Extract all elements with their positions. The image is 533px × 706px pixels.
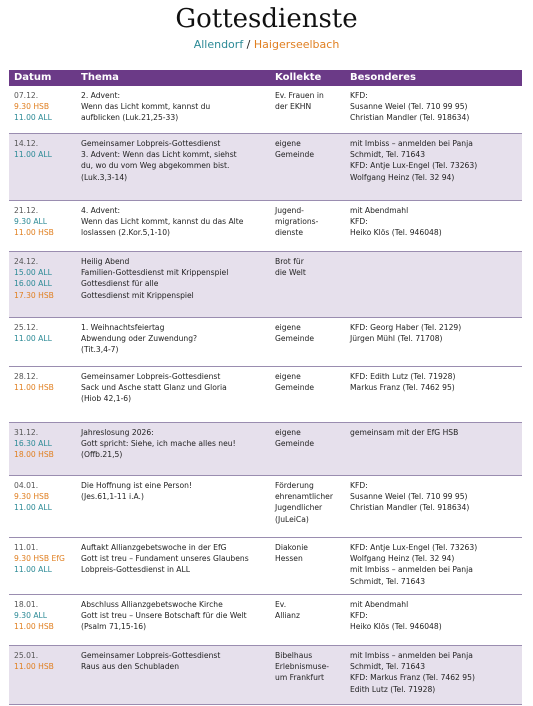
theme-line: (Tit.3,4-7) (81, 345, 119, 355)
collection-line: ehrenamtlicher (275, 492, 333, 502)
notes-cell (345, 201, 522, 252)
theme-line: Familien-Gottesdienst mit Krippenspiel (81, 268, 229, 278)
notes-line: Wolfgang Heinz (Tel. 32 94) (350, 172, 455, 182)
collection-line: der EKHN (275, 102, 312, 112)
collection-cell (270, 252, 345, 318)
collection-line: die Welt (275, 268, 306, 278)
date-cell (9, 646, 76, 705)
theme-line: Gottesdienst für alle (81, 279, 159, 289)
time-text: 9.30 ALL (14, 611, 47, 621)
theme-cell (76, 367, 270, 423)
date-text: 18.01. (14, 600, 39, 609)
notes-line: Heiko Klös (Tel. 946048) (350, 622, 442, 632)
theme-line: Die Hoffnung ist eine Person! (81, 481, 193, 490)
collection-line: (JuLeiCa) (275, 514, 309, 524)
theme-line: loslassen (2.Kor.5,1-10) (81, 228, 171, 238)
theme-line: Raus aus den Schubladen (81, 662, 180, 672)
notes-line: mit Imbiss – anmelden bei Panja (350, 651, 473, 660)
notes-cell (345, 423, 522, 476)
notes-cell (345, 595, 522, 646)
time-text: 16.30 ALL (14, 439, 52, 449)
notes-cell (345, 86, 522, 134)
time-text: 14.12. (14, 139, 39, 148)
notes-line: KFD: Edith Lutz (Tel. 71928) (350, 372, 456, 381)
subtitle-separator: / (243, 38, 254, 51)
theme-line: Abschluss Allianzgebetswoche Kirche (81, 600, 223, 609)
theme-line: Wenn das Licht kommt, kannst du das Alte (81, 217, 244, 227)
table-row (9, 201, 522, 252)
notes-line: Markus Franz (Tel. 7462 95) (350, 383, 455, 393)
collection-line: um Frankfurt (275, 673, 325, 683)
subtitle-allendorf: Allendorf (193, 38, 244, 51)
theme-line: Jahreslosung 2026: (81, 428, 154, 437)
table-body (9, 86, 522, 705)
time-text: 15.00 ALL (14, 268, 52, 278)
collection-line: eigene (275, 428, 301, 437)
time-text: 16.00 ALL (14, 279, 52, 289)
date-cell (9, 476, 76, 538)
collection-line: Jugend- (275, 206, 304, 215)
theme-line: 3. Advent: Wenn das Licht kommt, siehst (81, 150, 237, 160)
collection-line: Gemeinde (275, 334, 315, 344)
date-text: 31.12. (14, 428, 39, 437)
notes-cell (345, 367, 522, 423)
column-header-datum: Datum (9, 70, 76, 86)
notes-line: Edith Lutz (Tel. 71928) (350, 684, 436, 694)
theme-cell (76, 134, 270, 201)
notes-line: Jürgen Mühl (Tel. 71708) (350, 334, 443, 344)
collection-line: eigene (275, 139, 301, 148)
theme-line: Auftakt Allianzgebetswoche in der EfG (81, 543, 227, 552)
notes-line: Heiko Klös (Tel. 946048) (350, 228, 442, 238)
time-text: 9.30 HSB (14, 102, 50, 112)
notes-line: Christian Mandler (Tel. 918634) (350, 113, 470, 123)
time-text: 11.00 ALL (14, 503, 52, 513)
date-cell (9, 134, 76, 201)
notes-cell (345, 646, 522, 705)
notes-line: KFD: Markus Franz (Tel. 7462 95) (350, 673, 475, 683)
notes-line: Susanne Weiel (Tel. 710 99 95) (350, 492, 468, 502)
column-header-thema: Thema (76, 70, 270, 86)
table-row (9, 538, 522, 595)
notes-line: Susanne Weiel (Tel. 710 99 95) (350, 102, 468, 112)
theme-line: aufblicken (Luk.21,25-33) (81, 113, 179, 123)
date-cell (9, 318, 76, 367)
table-row (9, 476, 522, 538)
collection-cell (270, 538, 345, 595)
theme-line: Wenn das Licht kommt, kannst du (81, 102, 211, 112)
time-text: 18.00 HSB (14, 450, 54, 460)
date-text: 24.12. (14, 257, 39, 266)
theme-line: 2. Advent: (81, 91, 121, 100)
theme-line: Gemeinsamer Lobpreis-Gottesdienst (81, 651, 221, 660)
page-title: Gottesdienste (175, 4, 358, 34)
notes-cell (345, 252, 522, 318)
date-cell (9, 86, 76, 134)
time-text: 9.30 HSB (14, 492, 50, 502)
theme-line: Gott ist treu – Fundament unseres Glaubens (81, 554, 249, 564)
collection-cell (270, 423, 345, 476)
theme-cell (76, 252, 270, 318)
date-text: 21.12. (14, 206, 39, 215)
theme-line: Abwendung oder Zuwendung? (81, 334, 198, 344)
collection-line: Förderung (275, 481, 314, 490)
collection-line: Bibelhaus (275, 651, 313, 660)
notes-line: gemeinsam mit der EfG HSB (350, 428, 459, 437)
notes-line: KFD: Georg Haber (Tel. 2129) (350, 323, 462, 332)
theme-line: Gott ist treu – Unsere Botschaft für die Welt (81, 611, 247, 621)
collection-cell (270, 646, 345, 705)
time-text: 9.30 HSB EfG (14, 554, 65, 564)
date-cell (9, 367, 76, 423)
collection-line: Hessen (275, 554, 303, 564)
date-text: 25.12. (14, 323, 39, 332)
time-text: 11.00 HSB (14, 662, 54, 672)
date-cell (9, 201, 76, 252)
theme-cell (76, 423, 270, 476)
date-text: 07.12. (14, 91, 39, 100)
notes-line: mit Imbiss – anmelden bei Panja (350, 565, 473, 575)
notes-line: KFD: (350, 91, 368, 100)
collection-line: Jugendlicher (275, 503, 323, 513)
collection-line: Ev. Frauen in (275, 91, 324, 100)
theme-line: Gott spricht: Siehe, ich mache alles neu! (81, 439, 236, 449)
notes-line: Christian Mandler (Tel. 918634) (350, 503, 470, 513)
theme-line: Sack und Asche statt Glanz und Gloria (81, 383, 227, 393)
collection-cell (270, 134, 345, 201)
table-row (9, 367, 522, 423)
collection-line: Diakonie (275, 543, 308, 552)
theme-line: (Jes.61,1-11 i.A.) (81, 492, 144, 502)
notes-line: KFD: Antje Lux-Engel (Tel. 73263) (350, 161, 478, 171)
notes-line: KFD: (350, 611, 368, 621)
theme-line: Gottesdienst mit Krippenspiel (81, 290, 194, 300)
time-text: 11.00 ALL (14, 150, 52, 160)
notes-cell (345, 318, 522, 367)
theme-cell (76, 476, 270, 538)
time-text: 11.00 HSB (14, 383, 54, 393)
date-text: 25.01. (14, 651, 39, 660)
table-row (9, 423, 522, 476)
notes-line: mit Abendmahl (350, 600, 409, 609)
date-cell (9, 538, 76, 595)
notes-line: mit Abendmahl (350, 206, 409, 215)
theme-cell (76, 201, 270, 252)
date-cell (9, 252, 76, 318)
time-text: 9.30 ALL (14, 217, 47, 227)
theme-line: Lobpreis-Gottesdienst in ALL (81, 565, 190, 575)
collection-line: Erlebnismuse- (275, 662, 329, 672)
collection-line: dienste (275, 228, 304, 238)
time-text: 11.00 ALL (14, 565, 52, 575)
date-cell (9, 595, 76, 646)
date-text: 11.01. (14, 543, 39, 552)
time-text: 11.00 HSB (14, 622, 54, 632)
column-header-kollekte: Kollekte (270, 70, 345, 86)
theme-line: (Hiob 42,1-6) (81, 394, 132, 404)
table-row (9, 134, 522, 201)
notes-line: Schmidt, Tel. 71643 (350, 150, 426, 160)
collection-line: Gemeinde (275, 150, 315, 160)
collection-line: eigene (275, 372, 301, 381)
collection-line: Ev. (275, 600, 287, 609)
notes-line: Schmidt, Tel. 71643 (350, 576, 426, 586)
date-text: 28.12. (14, 372, 39, 381)
theme-line: du, wo du vom Weg abgekommen bist. (81, 161, 230, 171)
theme-line: Heilig Abend (81, 257, 130, 266)
time-text: 11.00 HSB (14, 228, 54, 238)
collection-line: migrations- (275, 217, 319, 227)
collection-line: Gemeinde (275, 439, 315, 449)
notes-cell (345, 538, 522, 595)
collection-cell (270, 367, 345, 423)
collection-cell (270, 318, 345, 367)
collection-cell (270, 201, 345, 252)
notes-line: mit Imbiss – anmelden bei Panja (350, 139, 473, 148)
theme-cell (76, 595, 270, 646)
theme-cell (76, 318, 270, 367)
collection-line: Gemeinde (275, 383, 315, 393)
date-cell (9, 423, 76, 476)
theme-line: (Offb.21,5) (81, 450, 123, 460)
theme-cell (76, 646, 270, 705)
collection-line: Allianz (275, 611, 300, 621)
notes-cell (345, 134, 522, 201)
notes-cell (345, 476, 522, 538)
time-text: 17.30 HSB (14, 290, 54, 300)
collection-line: eigene (275, 323, 301, 332)
subtitle-haigerseelbach: Haigerseelbach (253, 38, 340, 51)
time-text: 11.00 ALL (14, 113, 52, 123)
table-row (9, 318, 522, 367)
time-text: 11.00 ALL (14, 334, 52, 344)
collection-line: Brot für (275, 257, 304, 266)
page-subtitle (0, 38, 533, 52)
theme-cell (76, 538, 270, 595)
notes-line: Wolfgang Heinz (Tel. 32 94) (350, 554, 455, 564)
table-header (9, 70, 522, 86)
collection-cell (270, 595, 345, 646)
theme-cell (76, 86, 270, 134)
table-row (9, 252, 522, 318)
theme-line: 4. Advent: (81, 206, 121, 215)
table-row (9, 86, 522, 134)
table-row (9, 595, 522, 646)
notes-line: KFD: (350, 217, 368, 227)
theme-line: (Psalm 71,15-16) (81, 622, 147, 632)
table-row (9, 646, 522, 705)
theme-line: Gemeinsamer Lobpreis-Gottesdienst (81, 139, 221, 148)
notes-line: Schmidt, Tel. 71643 (350, 662, 426, 672)
theme-line: Gemeinsamer Lobpreis-Gottesdienst (81, 372, 221, 381)
theme-line: (Luk.3,3-14) (81, 172, 128, 182)
collection-cell (270, 86, 345, 134)
collection-cell (270, 476, 345, 538)
notes-line: KFD: Antje Lux-Engel (Tel. 73263) (350, 543, 478, 552)
services-table (9, 70, 522, 705)
column-header-besonderes: Besonderes (345, 70, 522, 86)
theme-line: 1. Weihnachtsfeiertag (81, 323, 165, 332)
date-text: 04.01. (14, 481, 39, 490)
notes-line: KFD: (350, 481, 368, 490)
